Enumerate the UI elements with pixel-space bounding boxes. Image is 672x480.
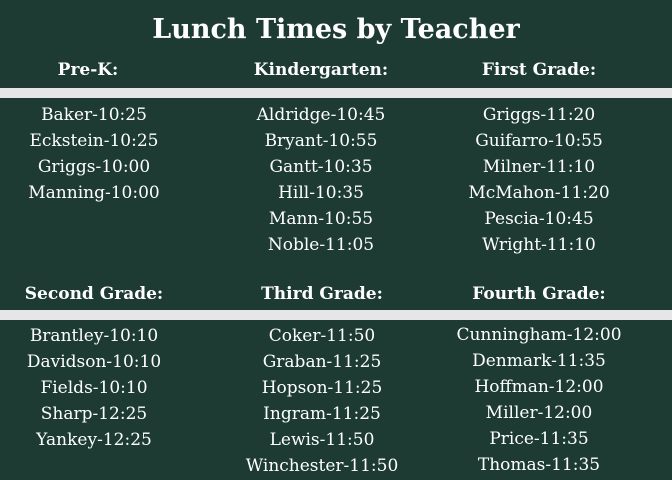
- list-item: Hopson-11:25: [261, 378, 383, 398]
- teacher-list-fourth-grade: [427, 322, 651, 478]
- list-item: Miller-12:00: [485, 403, 593, 423]
- grade-header-first-grade: First Grade:: [481, 60, 597, 80]
- list-item: Hill-10:35: [278, 183, 364, 203]
- list-item: Coker-11:50: [268, 326, 376, 346]
- list-item: Griggs-10:00: [37, 157, 151, 177]
- list-item: Sharp-12:25: [40, 404, 148, 424]
- grade-header-second-grade: Second Grade:: [24, 284, 164, 304]
- list-item: Graban-11:25: [262, 352, 382, 372]
- list-item: Aldridge-10:45: [256, 105, 386, 125]
- list-item: Bryant-10:55: [264, 131, 378, 151]
- teacher-list-kindergarten: [209, 102, 433, 258]
- list-item: Hoffman-12:00: [474, 377, 604, 397]
- teacher-list-third-grade: [210, 323, 434, 479]
- list-item: Thomas-11:35: [477, 455, 601, 475]
- list-item: Brantley-10:10: [29, 326, 159, 346]
- teacher-list-pre-k: [0, 102, 206, 206]
- teacher-list-first-grade: [427, 102, 651, 258]
- list-item: Denmark-11:35: [472, 351, 606, 371]
- list-item: Pescia-10:45: [484, 209, 594, 229]
- list-item: Manning-10:00: [28, 183, 160, 203]
- list-item: Cunningham-12:00: [456, 325, 622, 345]
- list-item: Gantt-10:35: [269, 157, 373, 177]
- grade-header-kindergarten: Kindergarten:: [253, 60, 389, 80]
- list-item: Winchester-11:50: [245, 456, 399, 476]
- list-item: Price-11:35: [489, 429, 589, 449]
- list-item: Ingram-11:25: [263, 404, 381, 424]
- middle-divider-bar: [0, 310, 672, 320]
- list-item: Baker-10:25: [41, 105, 147, 125]
- list-item: Davidson-10:10: [26, 352, 162, 372]
- list-item: Lewis-11:50: [269, 430, 375, 450]
- top-divider-bar: [0, 88, 672, 98]
- grade-header-fourth-grade: Fourth Grade:: [472, 284, 606, 304]
- list-item: McMahon-11:20: [468, 183, 610, 203]
- list-item: Wright-11:10: [482, 235, 596, 255]
- list-item: Guifarro-10:55: [475, 131, 603, 151]
- page-title: Lunch Times by Teacher: [152, 14, 520, 45]
- grade-header-third-grade: Third Grade:: [261, 284, 383, 304]
- list-item: Griggs-11:20: [482, 105, 596, 125]
- list-item: Milner-11:10: [482, 157, 596, 177]
- grade-header-pre-k: Pre-K:: [57, 60, 119, 80]
- list-item: Noble-11:05: [267, 235, 375, 255]
- teacher-list-second-grade: [0, 323, 206, 453]
- list-item: Mann-10:55: [268, 209, 374, 229]
- list-item: Eckstein-10:25: [29, 131, 159, 151]
- list-item: Yankey-12:25: [36, 430, 152, 450]
- list-item: Fields-10:10: [40, 378, 148, 398]
